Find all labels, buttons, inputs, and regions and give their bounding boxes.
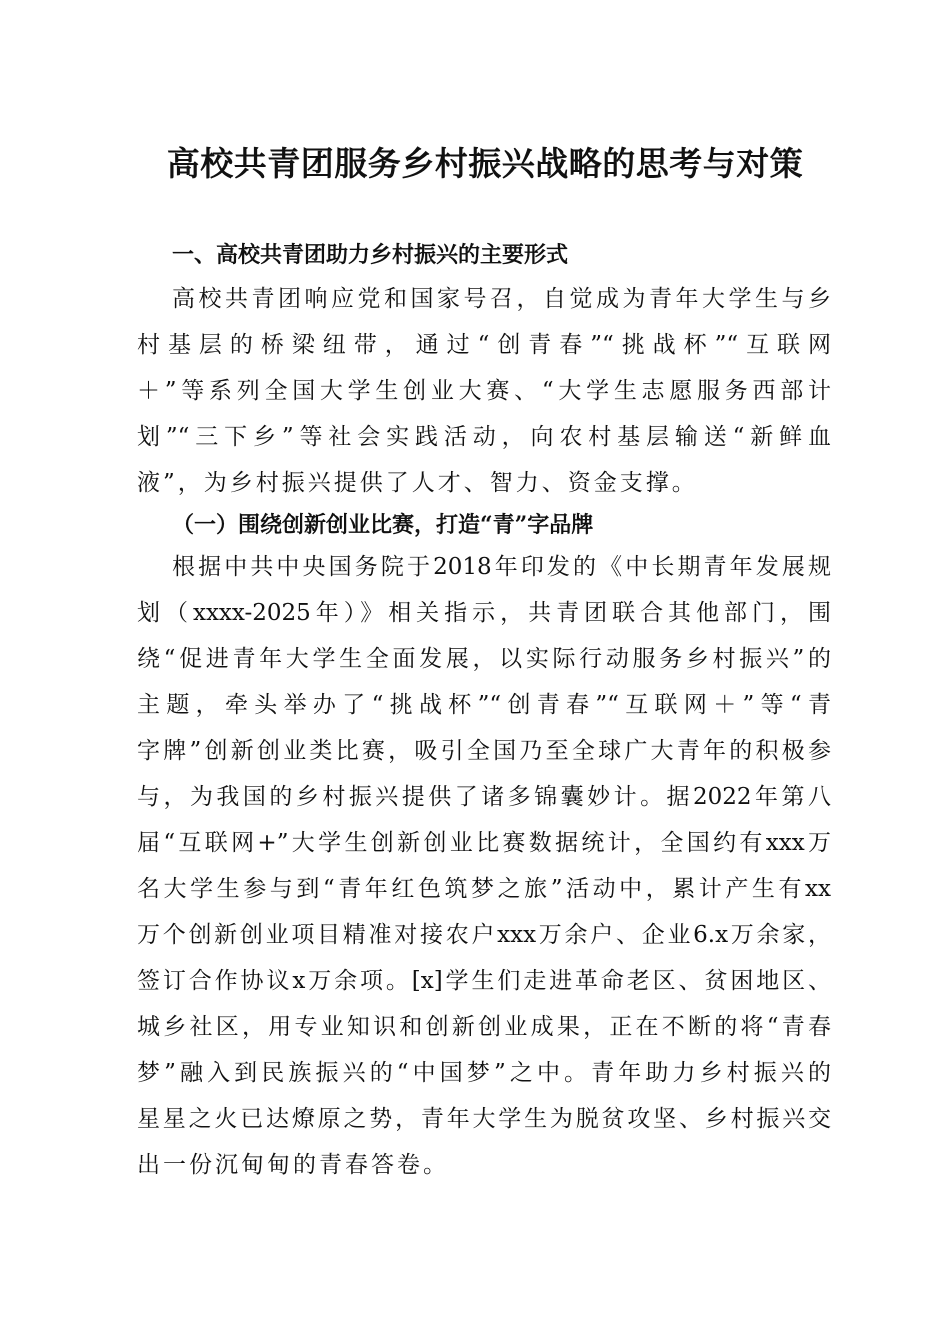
paragraph-line: 届“互联网+”大学生创新创业比赛数据统计，全国约有xxx万 (137, 830, 831, 856)
paragraph-line: 万个创新创业项目精准对接农户xxx万余户、企业6.x万余家， (137, 922, 831, 948)
paragraph-line: 城乡社区，用专业知识和创新创业成果，正在不断的将“青春 (137, 1014, 831, 1040)
paragraph-line: 高校共青团响应党和国家号召，自觉成为青年大学生与乡 (172, 286, 831, 312)
paragraph-line: 液”，为乡村振兴提供了人才、智力、资金支撑。 (137, 470, 698, 496)
paragraph-line: 与，为我国的乡村振兴提供了诸多锦囊妙计。据2022年第八 (137, 784, 831, 810)
paragraph-line: 字牌”创新创业类比赛，吸引全国乃至全球广大青年的积极参 (137, 738, 831, 764)
paragraph-line: 梦”融入到民族振兴的“中国梦”之中。青年助力乡村振兴的 (137, 1060, 831, 1086)
paragraph-line: 主题，牵头举办了“挑战杯”“创青春”“互联网＋”等“青 (137, 692, 831, 718)
paragraph-line: 划”“三下乡”等社会实践活动，向农村基层输送“新鲜血 (137, 424, 831, 450)
section-heading: 一、高校共青团助力乡村振兴的主要形式 (172, 242, 569, 268)
paragraph-line: 绕“促进青年大学生全面发展，以实际行动服务乡村振兴”的 (137, 646, 831, 672)
paragraph-line: 出一份沉甸甸的青春答卷。 (137, 1152, 449, 1178)
paragraph-line: ＋”等系列全国大学生创业大赛、“大学生志愿服务西部计 (137, 378, 831, 404)
document-title: 高校共青团服务乡村振兴战略的思考与对策 (166, 144, 804, 183)
paragraph-line: 划（xxxx-2025年）》相关指示，共青团联合其他部门，围 (137, 600, 831, 626)
paragraph-line: 签订合作协议x万余项。[x]学生们走进革命老区、贫困地区、 (137, 968, 831, 994)
paragraph-line: 星星之火已达燎原之势，青年大学生为脱贫攻坚、乡村振兴交 (137, 1106, 831, 1132)
paragraph-line: 名大学生参与到“青年红色筑梦之旅”活动中，累计产生有xx (137, 876, 831, 902)
subsection-heading: （一）围绕创新创业比赛，打造“青”字品牌 (172, 512, 594, 538)
paragraph-line: 根据中共中央国务院于2018年印发的《中长期青年发展规 (172, 554, 831, 580)
paragraph-line: 村基层的桥梁纽带，通过“创青春”“挑战杯”“互联网 (137, 332, 831, 358)
